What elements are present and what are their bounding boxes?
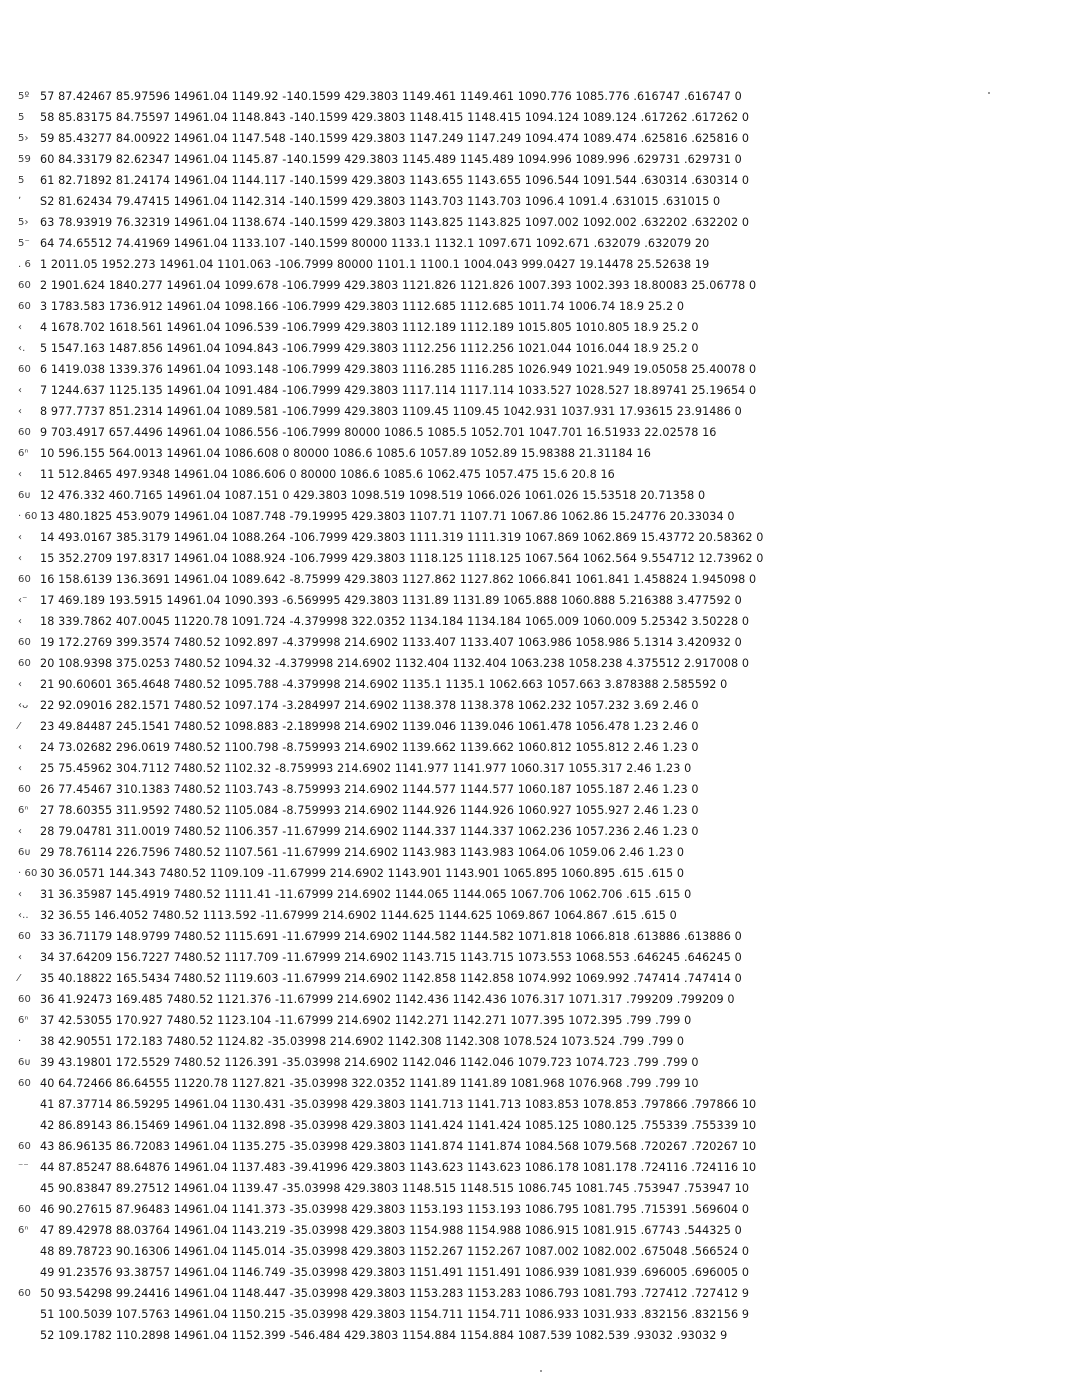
listing-row — [18, 884, 1058, 905]
listing-row — [18, 233, 1058, 254]
listing-row — [18, 800, 1058, 821]
margin-mark: 60 — [18, 364, 31, 375]
listing-row — [18, 191, 1058, 212]
row-values: 18 339.7862 407.0045 11220.78 1091.724 -4.379998 322.0352 1134.184 1134.184 1065.009 1060.009 5.25342 3.50228 0 — [40, 615, 750, 628]
margin-mark: 6ᴜ — [18, 847, 31, 858]
row-values: 59 85.43277 84.00922 14961.04 1147.548 -140.1599 429.3803 1147.249 1147.249 1094.474 1089.474 .625816 .625816 0 — [40, 132, 750, 145]
row-values: 36 41.92473 169.485 7480.52 1121.376 -11.67999 214.6902 1142.436 1142.436 1076.317 1071.317 .799209 .799209 0 — [40, 993, 735, 1006]
row-values: 57 87.42467 85.97596 14961.04 1149.92 -140.1599 429.3803 1149.461 1149.461 1090.776 1085.776 .616747 .616747 0 — [40, 90, 742, 103]
listing-row — [18, 1031, 1058, 1052]
row-values: 13 480.1825 453.9079 14961.04 1087.748 -79.19995 429.3803 1107.71 1107.71 1067.86 1062.86 15.24776 20.33034 0 — [40, 510, 735, 523]
row-values: 34 37.64209 156.7227 7480.52 1117.709 -11.67999 214.6902 1143.715 1143.715 1073.553 1068.553 .646245 .646245 0 — [40, 951, 742, 964]
listing-row — [18, 464, 1058, 485]
row-values: 7 1244.637 1125.135 14961.04 1091.484 -106.7999 429.3803 1117.114 1117.114 1033.527 1028.527 18.89741 25.19654 0 — [40, 384, 757, 397]
row-values: 60 84.33179 82.62347 14961.04 1145.87 -140.1599 429.3803 1145.489 1145.489 1094.996 1089.996 .629731 .629731 0 — [40, 153, 742, 166]
margin-mark: 60 — [18, 301, 31, 312]
margin-mark: 5› — [18, 133, 29, 144]
row-values: 12 476.332 460.7165 14961.04 1087.151 0 429.3803 1098.519 1098.519 1066.026 1061.026 15.53518 20.71358 0 — [40, 489, 706, 502]
row-values: 46 90.27615 87.96483 14961.04 1141.373 -35.03998 429.3803 1153.193 1153.193 1086.795 1081.795 .715391 .569604 0 — [40, 1203, 750, 1216]
listing-row — [18, 506, 1058, 527]
margin-mark: 60 — [18, 280, 31, 291]
listing-row — [18, 611, 1058, 632]
margin-mark: 60 — [18, 637, 31, 648]
row-values: 28 79.04781 311.0019 7480.52 1106.357 -11.67999 214.6902 1144.337 1144.337 1062.236 1057.236 2.46 1.23 0 — [40, 825, 699, 838]
listing-row — [18, 296, 1058, 317]
row-values: 2 1901.624 1840.277 14961.04 1099.678 -106.7999 429.3803 1121.826 1121.826 1007.393 1002.393 18.80083 25.06778 0 — [40, 279, 757, 292]
margin-mark: ‹ — [18, 385, 23, 396]
row-values: 47 89.42978 88.03764 14961.04 1143.219 -35.03998 429.3803 1154.988 1154.988 1086.915 1081.915 .67743 .544325 0 — [40, 1224, 742, 1237]
margin-mark: 60 — [18, 574, 31, 585]
margin-mark: · — [18, 1036, 22, 1047]
listing-row — [18, 1115, 1058, 1136]
row-values: 10 596.155 564.0013 14961.04 1086.608 0 80000 1086.6 1085.6 1057.89 1052.89 15.98388 21.31184 16 — [40, 447, 651, 460]
margin-mark: ‹ — [18, 742, 23, 753]
listing-row — [18, 926, 1058, 947]
listing-row — [18, 1325, 1058, 1346]
margin-mark: 5› — [18, 217, 29, 228]
row-values: 24 73.02682 296.0619 7480.52 1100.798 -8.759993 214.6902 1139.662 1139.662 1060.812 1055.812 2.46 1.23 0 — [40, 741, 699, 754]
listing-row — [18, 1136, 1058, 1157]
margin-mark: ‹ — [18, 532, 23, 543]
margin-mark: 5º — [18, 91, 30, 102]
row-values: 49 91.23576 93.38757 14961.04 1146.749 -35.03998 429.3803 1151.491 1151.491 1086.939 1081.939 .696005 .696005 0 — [40, 1266, 750, 1279]
row-values: S2 81.62434 79.47415 14961.04 1142.314 -140.1599 429.3803 1143.703 1143.703 1096.4 1091.4 .631015 .631015 0 — [40, 195, 721, 208]
margin-mark — [18, 1262, 40, 1283]
row-values: 30 36.0571 144.343 7480.52 1109.109 -11.67999 214.6902 1143.901 1143.901 1065.895 1060.895 .615 .615 0 — [40, 867, 685, 880]
listing-row — [18, 947, 1058, 968]
listing-row — [18, 170, 1058, 191]
row-values: 43 86.96135 86.72083 14961.04 1135.275 -35.03998 429.3803 1141.874 1141.874 1084.568 1079.568 .720267 .720267 10 — [40, 1140, 757, 1153]
margin-mark: 60 — [18, 994, 31, 1005]
listing-row — [18, 128, 1058, 149]
listing-row — [18, 254, 1058, 275]
listing-row — [18, 422, 1058, 443]
listing-row — [18, 1304, 1058, 1325]
row-values: 11 512.8465 497.9348 14961.04 1086.606 0 80000 1086.6 1085.6 1062.475 1057.475 15.6 20.8 16 — [40, 468, 615, 481]
margin-mark: 6ⁿ — [18, 805, 29, 816]
row-values: 38 42.90551 172.183 7480.52 1124.82 -35.03998 214.6902 1142.308 1142.308 1078.524 1073.524 .799 .799 0 — [40, 1035, 685, 1048]
speck-top-right — [988, 92, 990, 94]
listing-row — [18, 1262, 1058, 1283]
row-values: 63 78.93919 76.32319 14961.04 1138.674 -140.1599 429.3803 1143.825 1143.825 1097.002 1092.002 .632202 .632202 0 — [40, 216, 750, 229]
row-values: 5 1547.163 1487.856 14961.04 1094.843 -106.7999 429.3803 1112.256 1112.256 1021.044 1016.044 18.9 25.2 0 — [40, 342, 699, 355]
listing-row — [18, 842, 1058, 863]
row-values: 52 109.1782 110.2898 14961.04 1152.399 -546.484 429.3803 1154.884 1154.884 1087.539 1082.539 .93032 .93032 9 — [40, 1329, 728, 1342]
margin-mark: ‹ — [18, 616, 23, 627]
listing-row — [18, 401, 1058, 422]
listing-row — [18, 821, 1058, 842]
listing-row — [18, 107, 1058, 128]
listing-row — [18, 527, 1058, 548]
data-listing — [18, 86, 1058, 1346]
row-values: 44 87.85247 88.64876 14961.04 1137.483 -39.41996 429.3803 1143.623 1143.623 1086.178 1081.178 .724116 .724116 10 — [40, 1161, 757, 1174]
row-values: 4 1678.702 1618.561 14961.04 1096.539 -106.7999 429.3803 1112.189 1112.189 1015.805 1010.805 18.9 25.2 0 — [40, 321, 699, 334]
margin-mark: 60 — [18, 1078, 31, 1089]
row-values: 25 75.45962 304.7112 7480.52 1102.32 -8.759993 214.6902 1141.977 1141.977 1060.317 1055.317 2.46 1.23 0 — [40, 762, 692, 775]
margin-mark: 6ⁿ — [18, 1225, 29, 1236]
listing-row — [18, 716, 1058, 737]
row-values: 42 86.89143 86.15469 14961.04 1132.898 -35.03998 429.3803 1141.424 1141.424 1085.125 1080.125 .755339 .755339 10 — [40, 1119, 757, 1132]
listing-row — [18, 86, 1058, 107]
listing-row — [18, 275, 1058, 296]
row-values: 22 92.09016 282.1571 7480.52 1097.174 -3.284997 214.6902 1138.378 1138.378 1062.232 1057.232 3.69 2.46 0 — [40, 699, 699, 712]
margin-mark — [18, 1241, 40, 1262]
margin-mark: ‹ — [18, 406, 23, 417]
listing-row — [18, 1178, 1058, 1199]
listing-row — [18, 590, 1058, 611]
row-values: 26 77.45467 310.1383 7480.52 1103.743 -8.759993 214.6902 1144.577 1144.577 1060.187 1055.187 2.46 1.23 0 — [40, 783, 699, 796]
margin-mark: 60 — [18, 1141, 31, 1152]
listing-row — [18, 1010, 1058, 1031]
listing-row — [18, 212, 1058, 233]
margin-mark: 6ⁿ — [18, 448, 29, 459]
margin-mark: 60 — [18, 1288, 31, 1299]
listing-row — [18, 1241, 1058, 1262]
listing-row — [18, 338, 1058, 359]
row-values: 41 87.37714 86.59295 14961.04 1130.431 -35.03998 429.3803 1141.713 1141.713 1083.853 1078.853 .797866 .797866 10 — [40, 1098, 757, 1111]
row-values: 35 40.18822 165.5434 7480.52 1119.603 -11.67999 214.6902 1142.858 1142.858 1074.992 1069.992 .747414 .747414 0 — [40, 972, 742, 985]
row-values: 17 469.189 193.5915 14961.04 1090.393 -6.569995 429.3803 1131.89 1131.89 1065.888 1060.888 5.216388 3.477592 0 — [40, 594, 742, 607]
row-values: 39 43.19801 172.5529 7480.52 1126.391 -35.03998 214.6902 1142.046 1142.046 1079.723 1074.723 .799 .799 0 — [40, 1056, 699, 1069]
margin-mark: 6ᴜ — [18, 1057, 31, 1068]
margin-mark: ‹⁻ — [18, 595, 28, 606]
margin-mark: ⁻⁻ — [18, 1162, 29, 1173]
margin-mark — [18, 1178, 40, 1199]
margin-mark: ‹ — [18, 679, 23, 690]
listing-row — [18, 485, 1058, 506]
margin-mark — [18, 1325, 40, 1346]
margin-mark: 6ᴜ — [18, 490, 31, 501]
listing-row — [18, 653, 1058, 674]
listing-row — [18, 695, 1058, 716]
listing-row — [18, 737, 1058, 758]
row-values: 31 36.35987 145.4919 7480.52 1111.41 -11.67999 214.6902 1144.065 1144.065 1067.706 1062.706 .615 .615 0 — [40, 888, 692, 901]
listing-row — [18, 569, 1058, 590]
listing-row — [18, 905, 1058, 926]
listing-row — [18, 1220, 1058, 1241]
margin-mark: ʼ — [18, 196, 22, 207]
listing-row — [18, 359, 1058, 380]
row-values: 19 172.2769 399.3574 7480.52 1092.897 -4.379998 214.6902 1133.407 1133.407 1063.986 1058.986 5.1314 3.420932 0 — [40, 636, 742, 649]
row-values: 29 78.76114 226.7596 7480.52 1107.561 -11.67999 214.6902 1143.983 1143.983 1064.06 1059.06 2.46 1.23 0 — [40, 846, 685, 859]
listing-row — [18, 1094, 1058, 1115]
listing-row — [18, 779, 1058, 800]
margin-mark: · 60 — [18, 868, 38, 879]
listing-row — [18, 380, 1058, 401]
margin-mark — [18, 1094, 40, 1115]
listing-row — [18, 317, 1058, 338]
margin-mark: ‹ — [18, 469, 23, 480]
listing-row — [18, 863, 1058, 884]
row-values: 40 64.72466 86.64555 11220.78 1127.821 -35.03998 322.0352 1141.89 1141.89 1081.968 1076.968 .799 .799 10 — [40, 1077, 699, 1090]
row-values: 64 74.65512 74.41969 14961.04 1133.107 -140.1599 80000 1133.1 1132.1 1097.671 1092.671 .632079 .632079 20 — [40, 237, 710, 250]
row-values: 14 493.0167 385.3179 14961.04 1088.264 -106.7999 429.3803 1111.319 1111.319 1067.869 1062.869 15.43772 20.58362 0 — [40, 531, 764, 544]
row-values: 21 90.60601 365.4648 7480.52 1095.788 -4.379998 214.6902 1135.1 1135.1 1062.663 1057.663 3.878388 2.585592 0 — [40, 678, 728, 691]
row-values: 3 1783.583 1736.912 14961.04 1098.166 -106.7999 429.3803 1112.685 1112.685 1011.74 1006.74 18.9 25.2 0 — [40, 300, 685, 313]
row-values: 8 977.7737 851.2314 14961.04 1089.581 -106.7999 429.3803 1109.45 1109.45 1042.931 1037.931 17.93615 23.91486 0 — [40, 405, 742, 418]
margin-mark: 60 — [18, 1204, 31, 1215]
listing-row — [18, 1283, 1058, 1304]
row-values: 23 49.84487 245.1541 7480.52 1098.883 -2.189998 214.6902 1139.046 1139.046 1061.478 1056.478 1.23 2.46 0 — [40, 720, 699, 733]
listing-row — [18, 674, 1058, 695]
row-values: 32 36.55 146.4052 7480.52 1113.592 -11.67999 214.6902 1144.625 1144.625 1069.867 1064.867 .615 .615 0 — [40, 909, 677, 922]
margin-mark: 5 — [18, 112, 25, 123]
margin-mark: ⁄ — [18, 973, 20, 984]
margin-mark: 60 — [18, 658, 31, 669]
margin-mark: ‹ — [18, 952, 23, 963]
margin-mark: ⁄ — [18, 721, 20, 732]
row-values: 20 108.9398 375.0253 7480.52 1094.32 -4.379998 214.6902 1132.404 1132.404 1063.238 1058.238 4.375512 2.917008 0 — [40, 657, 750, 670]
speck-bottom — [540, 1370, 542, 1372]
listing-row — [18, 443, 1058, 464]
listing-row — [18, 1073, 1058, 1094]
margin-mark: 60 — [18, 784, 31, 795]
row-values: 27 78.60355 311.9592 7480.52 1105.084 -8.759993 214.6902 1144.926 1144.926 1060.927 1055.927 2.46 1.23 0 — [40, 804, 699, 817]
listing-row — [18, 149, 1058, 170]
margin-mark: ‹. — [18, 343, 26, 354]
row-values: 6 1419.038 1339.376 14961.04 1093.148 -106.7999 429.3803 1116.285 1116.285 1026.949 1021.949 19.05058 25.40078 0 — [40, 363, 757, 376]
margin-mark: . 6 — [18, 259, 32, 270]
margin-mark — [18, 1304, 40, 1325]
margin-mark: ‹ — [18, 322, 23, 333]
margin-mark — [18, 1115, 40, 1136]
row-values: 48 89.78723 90.16306 14961.04 1145.014 -35.03998 429.3803 1152.267 1152.267 1087.002 1082.002 .675048 .566524 0 — [40, 1245, 750, 1258]
listing-row — [18, 1199, 1058, 1220]
margin-mark: ‹ᴗ — [18, 700, 29, 711]
margin-mark: · 60 — [18, 511, 38, 522]
row-values: 15 352.2709 197.8317 14961.04 1088.924 -106.7999 429.3803 1118.125 1118.125 1067.564 1062.564 9.554712 12.73962 0 — [40, 552, 764, 565]
row-values: 45 90.83847 89.27512 14961.04 1139.47 -35.03998 429.3803 1148.515 1148.515 1086.745 1081.745 .753947 .753947 10 — [40, 1182, 750, 1195]
listing-row — [18, 758, 1058, 779]
margin-mark: 5⁻ — [18, 238, 30, 249]
margin-mark: ‹ — [18, 763, 23, 774]
row-values: 61 82.71892 81.24174 14961.04 1144.117 -140.1599 429.3803 1143.655 1143.655 1096.544 1091.544 .630314 .630314 0 — [40, 174, 750, 187]
margin-mark: 60 — [18, 931, 31, 942]
margin-mark: 60 — [18, 427, 31, 438]
margin-mark: 59 — [18, 154, 31, 165]
row-values: 1 2011.05 1952.273 14961.04 1101.063 -106.7999 80000 1101.1 1100.1 1004.043 999.0427 19.14478 25.52638 19 — [40, 258, 710, 271]
row-values: 9 703.4917 657.4496 14961.04 1086.556 -106.7999 80000 1086.5 1085.5 1052.701 1047.701 16.51933 22.02578 16 — [40, 426, 717, 439]
listing-row — [18, 968, 1058, 989]
margin-mark: ‹ — [18, 826, 23, 837]
listing-row — [18, 548, 1058, 569]
margin-mark: ‹ — [18, 889, 23, 900]
row-values: 33 36.71179 148.9799 7480.52 1115.691 -11.67999 214.6902 1144.582 1144.582 1071.818 1066.818 .613886 .613886 0 — [40, 930, 742, 943]
listing-row — [18, 1052, 1058, 1073]
row-values: 50 93.54298 99.24416 14961.04 1148.447 -35.03998 429.3803 1153.283 1153.283 1086.793 1081.793 .727412 .727412 9 — [40, 1287, 750, 1300]
listing-row — [18, 632, 1058, 653]
margin-mark: ‹.. — [18, 910, 29, 921]
listing-row — [18, 1157, 1058, 1178]
listing-row — [18, 989, 1058, 1010]
row-values: 58 85.83175 84.75597 14961.04 1148.843 -140.1599 429.3803 1148.415 1148.415 1094.124 1089.124 .617262 .617262 0 — [40, 111, 750, 124]
margin-mark: ‹ — [18, 553, 23, 564]
row-values: 16 158.6139 136.3691 14961.04 1089.642 -8.75999 429.3803 1127.862 1127.862 1066.841 1061.841 1.458824 1.945098 0 — [40, 573, 757, 586]
margin-mark: 6ⁿ — [18, 1015, 29, 1026]
margin-mark: 5 — [18, 175, 25, 186]
row-values: 51 100.5039 107.5763 14961.04 1150.215 -35.03998 429.3803 1154.711 1154.711 1086.933 1031.933 .832156 .832156 9 — [40, 1308, 750, 1321]
row-values: 37 42.53055 170.927 7480.52 1123.104 -11.67999 214.6902 1142.271 1142.271 1077.395 1072.395 .799 .799 0 — [40, 1014, 692, 1027]
